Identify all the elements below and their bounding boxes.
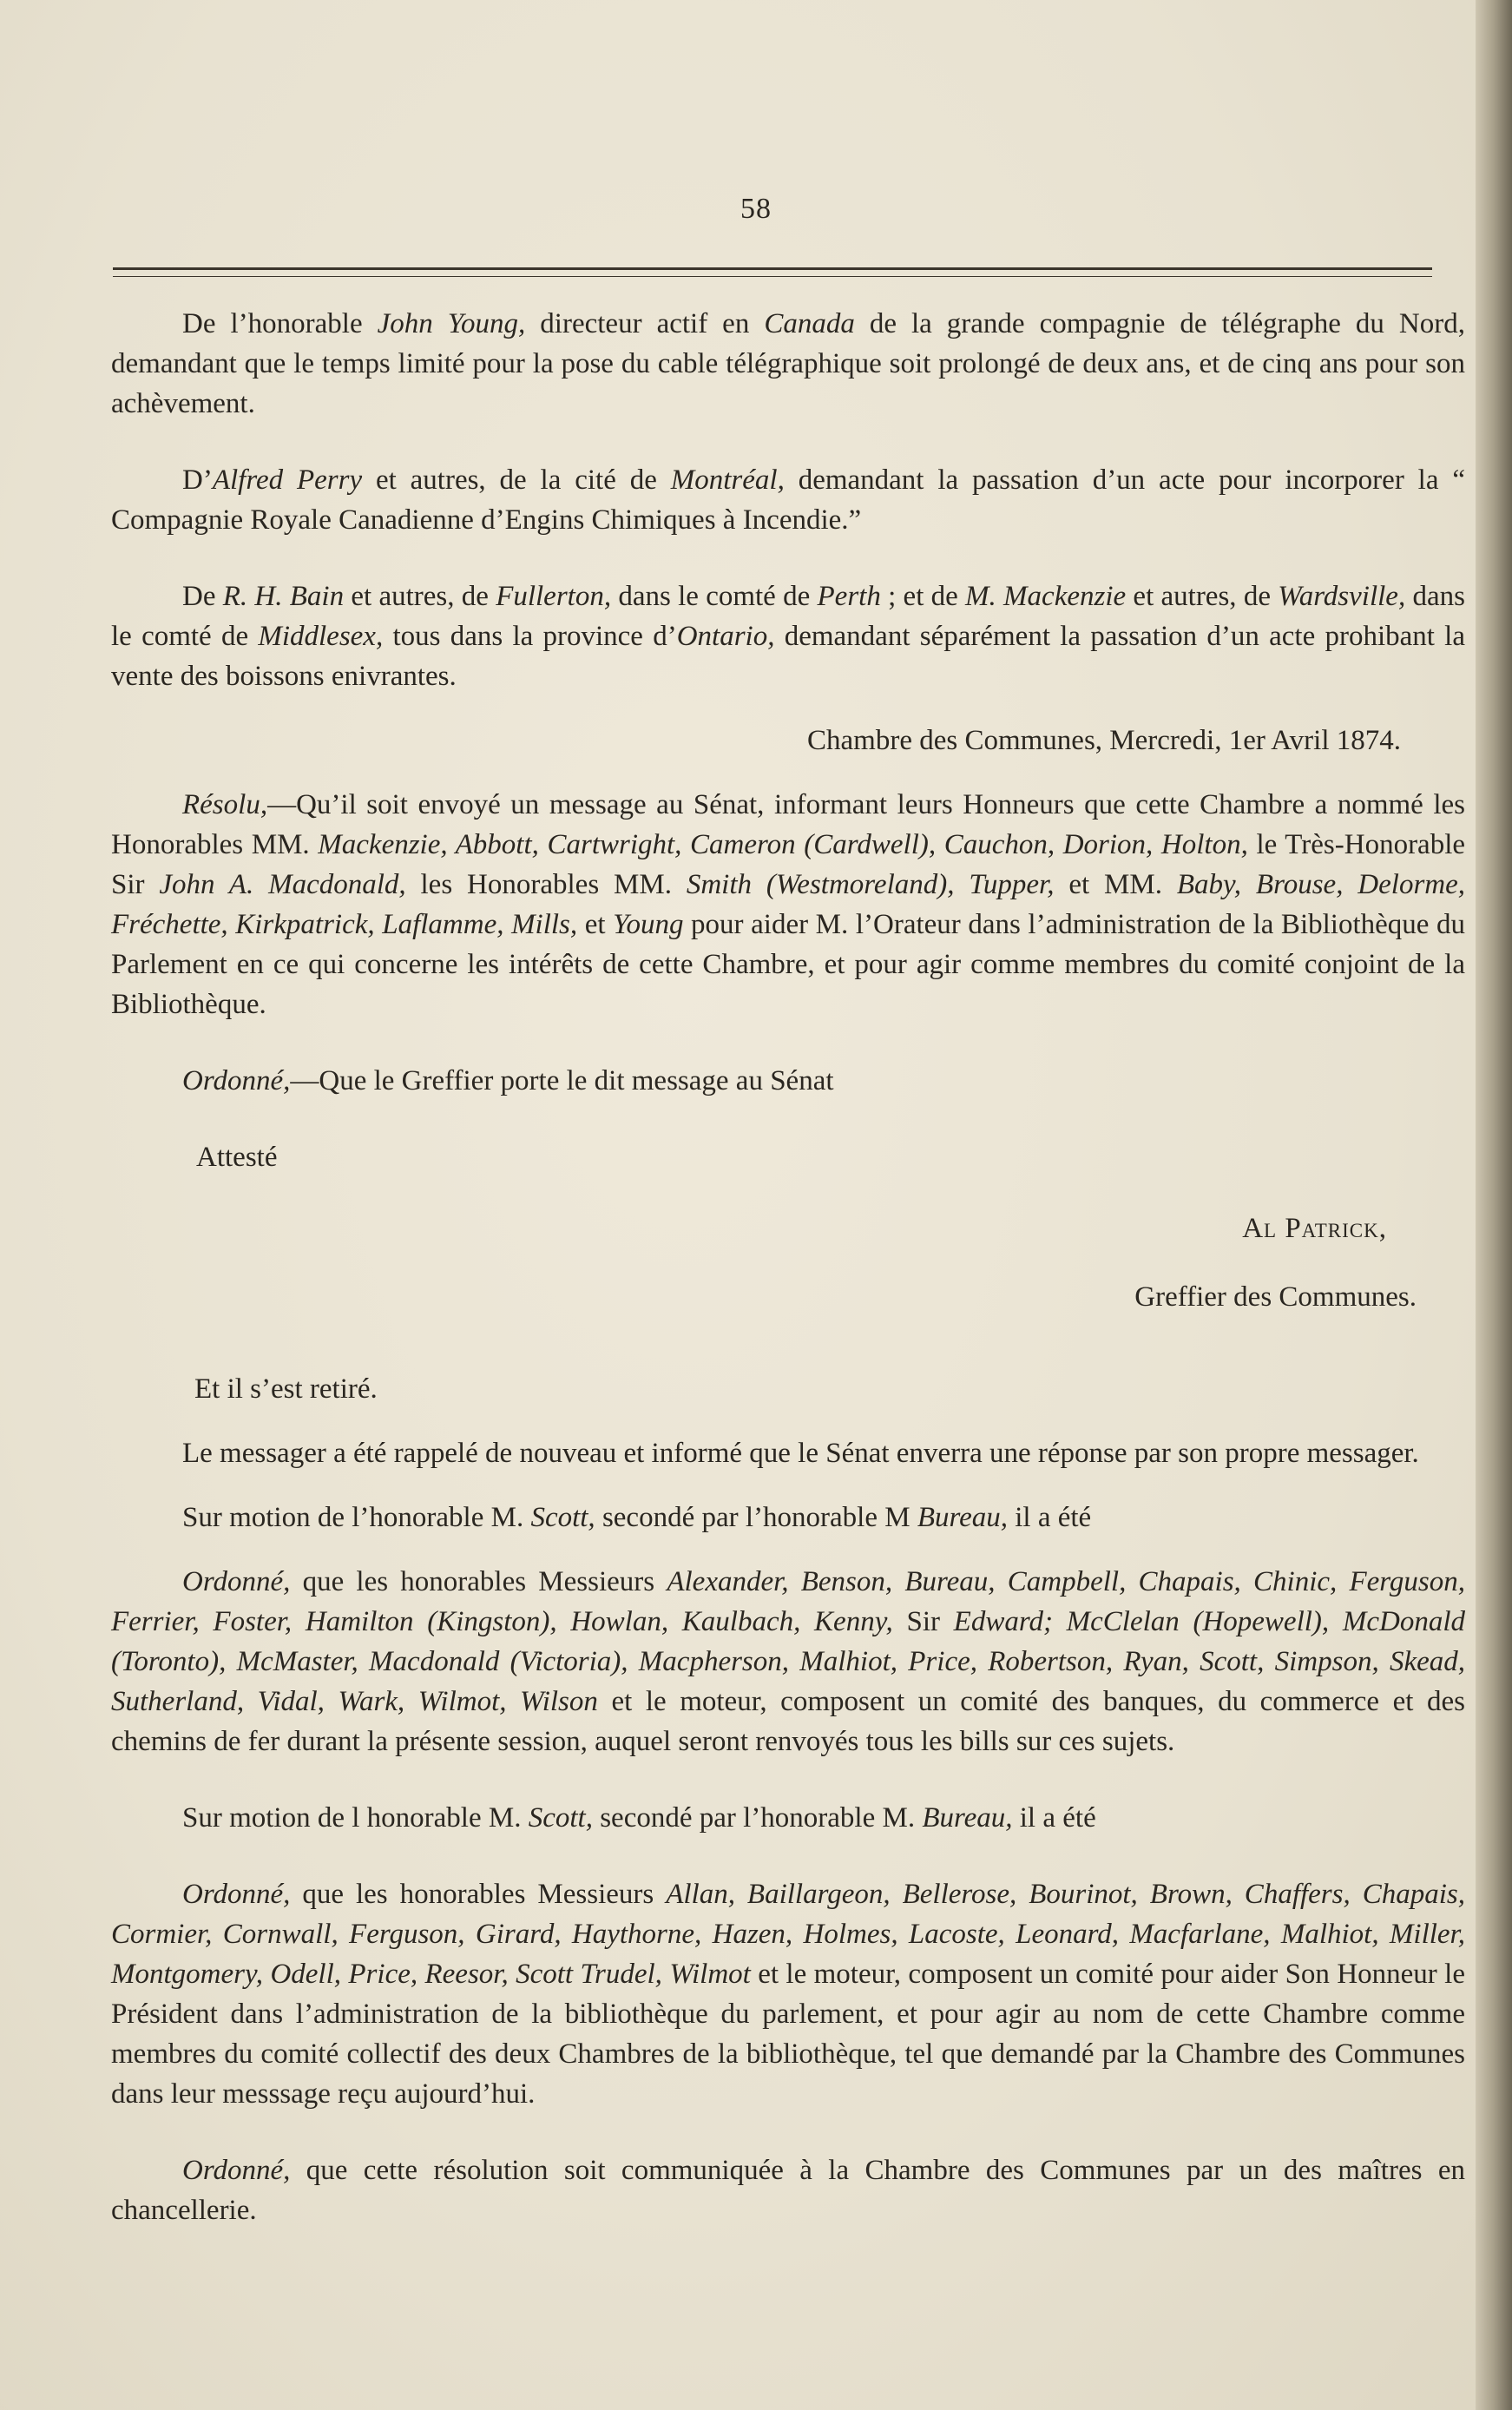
withdrawal-note: Et il s’est retiré. [194, 1373, 378, 1405]
messenger-note: Le messager a été rappelé de nouveau et informé que le Sénat enverra une réponse par son propre messager. [182, 1438, 1419, 1469]
signature-name: Al Patrick, [1242, 1213, 1387, 1244]
page-number: 58 [740, 193, 772, 225]
petition-bain: De R. H. Bain et autres, de Fullerton, dans le comté de Perth ; et de M. Mackenzie et autres, de Wardsville, dans le comté de Middlesex, tous dans la province d’Ontario, demandant séparément la passation d’un acte prohibant la vente des boissons enivrantes. [111, 581, 1465, 692]
attestation: Attesté [196, 1142, 278, 1173]
page-edge-shadow [1476, 0, 1512, 2410]
body-text [111, 304, 1465, 2230]
order-clerk: Ordonné,—Que le Greffier porte le dit message au Sénat [182, 1065, 834, 1096]
motion-banking: Sur motion de l’honorable M. Scott, secondé par l’honorable M Bureau, il a été [182, 1502, 1092, 1533]
signature-title: Greffier des Communes. [1134, 1281, 1417, 1313]
petition-young: De l’honorable John Young, directeur actif en Canada de la grande compagnie de télégraphe du Nord, demandant que le temps limité pour la pose du cable télégraphique soit prolongé de deux ans, et de cinq ans pour son achèvement. [111, 308, 1465, 419]
dateline: Chambre des Communes, Mercredi, 1er Avril 1874. [807, 725, 1401, 756]
order-communication: Ordonné, que cette résolution soit communiquée à la Chambre des Communes par un des maîtres en chancellerie. [111, 2155, 1465, 2226]
petition-perry: D’Alfred Perry et autres, de la cité de Montréal, demandant la passation d’un acte pour incorporer la “ Compagnie Royale Canadienne d’Engins Chimiques à Incendie.” [111, 464, 1465, 536]
header-rule [113, 267, 1432, 277]
motion-library: Sur motion de l honorable M. Scott, secondé par l’honorable M. Bureau, il a été [182, 1802, 1096, 1834]
order-banking-committee: Ordonné, que les honorables Messieurs Alexander, Benson, Bureau, Campbell, Chapais, Chinic, Ferguson, Ferrier, Foster, Hamilton (Kingston), Howlan, Kaulbach, Kenny, Sir Edward; McClelan (Hopewell), McDonald (Toronto), McMaster, Macdonald (Victoria), Macpherson, Malhiot, Price, Robertson, Ryan, Scott, Simpson, Skead, Sutherland, Vidal, Wark, Wilmot, Wilson et le moteur, composent un comité des banques, du commerce et des chemins de fer durant la présente session, auquel seront renvoyés tous les bills sur ces sujets. [111, 1566, 1465, 1757]
resolution-message: Résolu,—Qu’il soit envoyé un message au Sénat, informant leurs Honneurs que cette Chambre a nommé les Honorables MM. Mackenzie, Abbott, Cartwright, Cameron (Cardwell), Cauchon, Dorion, Holton, le Très-Honorable Sir John A. Macdonald, les Honorables MM. Smith (Westmoreland), Tupper, et MM. Baby, Brouse, Delorme, Fréchette, Kirkpatrick, Laflamme, Mills, et Young pour aider M. l’Orateur dans l’administration de la Bibliothèque du Parlement en ce qui concerne les intérêts de cette Chambre, et pour agir comme membres du comité conjoint de la Bibliothèque. [111, 789, 1466, 1020]
order-library-committee: Ordonné, que les honorables Messieurs Allan, Baillargeon, Bellerose, Bourinot, Brown, Chaffers, Chapais, Cormier, Cornwall, Ferguson, Girard, Haythorne, Hazen, Holmes, Lacoste, Leonard, Macfarlane, Malhiot, Miller, Montgomery, Odell, Price, Reesor, Scott Trudel, Wilmot et le moteur, composent un comité pour aider Son Honneur le Président dans l’administration de la bibliothèque du parlement, et pour agir au nom de cette Chambre comme membres du comité collectif des deux Chambres de la bibliothèque, tel que demandé par la Chambre des Communes dans leur messsage reçu aujourd’hui. [111, 1879, 1465, 2110]
